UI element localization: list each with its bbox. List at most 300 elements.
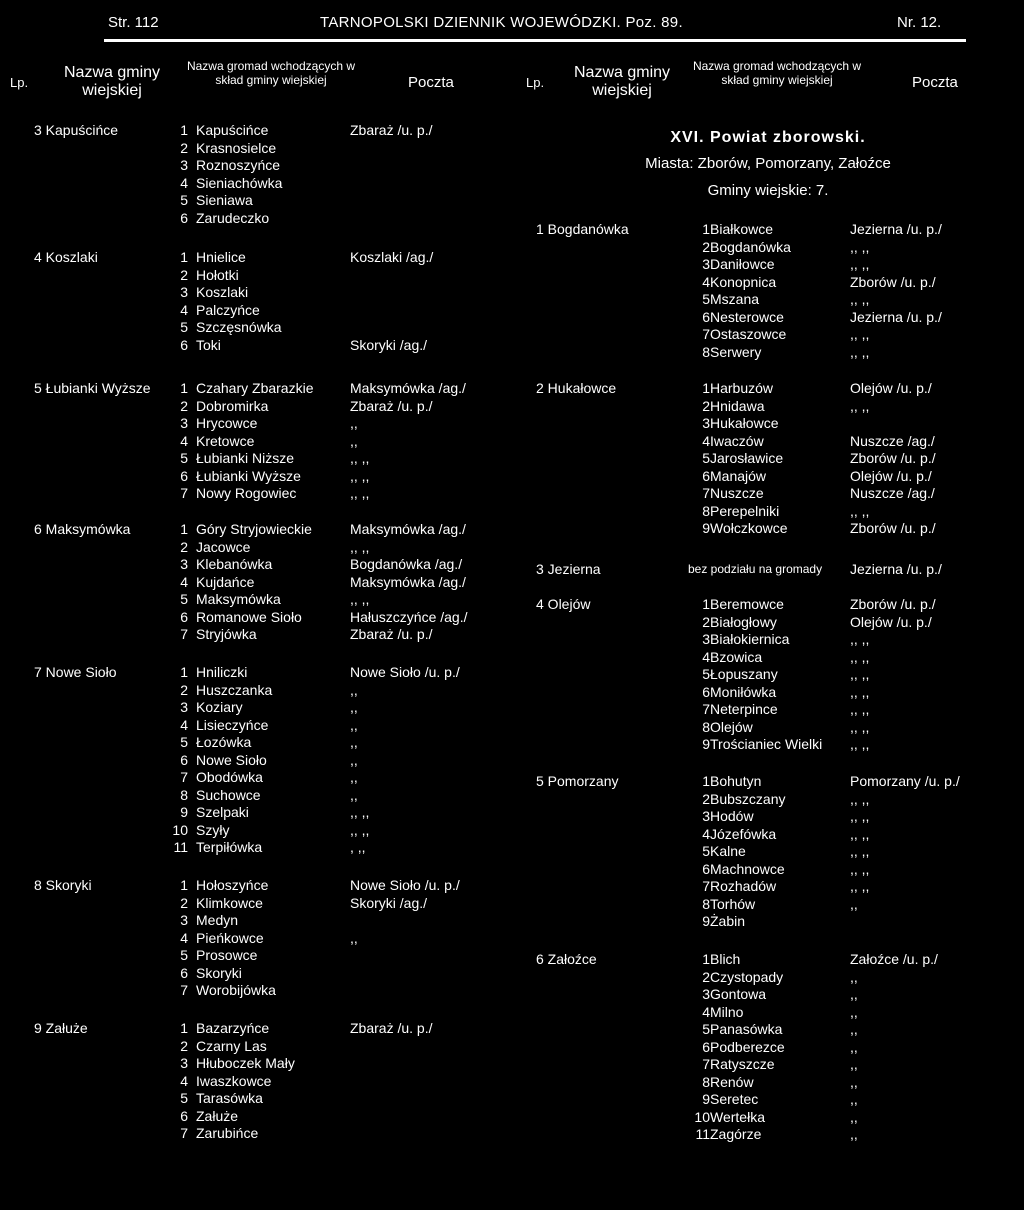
- gromada-number: 7: [702, 1056, 710, 1072]
- gromada-name: Bogdanówka: [710, 238, 791, 255]
- gromada-row: [512, 1056, 1024, 1074]
- gromada-number: 1: [702, 773, 710, 789]
- post-office: ,, ,,: [850, 648, 870, 665]
- gromada-name: Konopnica: [710, 273, 777, 290]
- gromada-row: [512, 485, 1024, 503]
- gromada-row: [0, 804, 512, 822]
- gromada-number: 6: [180, 964, 188, 981]
- post-office: Maksymówka /ag./: [350, 573, 466, 590]
- gromada-number: 7: [702, 878, 710, 894]
- gromada-number: 6: [180, 751, 188, 768]
- gromada-row: [0, 302, 512, 320]
- post-office: Nowe Sioło /u. p./: [350, 877, 460, 893]
- gromada-row: [0, 415, 512, 433]
- gromada-row: [0, 267, 512, 285]
- gromada-name: Nowe Sioło: [196, 751, 267, 768]
- gromada-number: 3: [180, 912, 188, 928]
- gromada-row: [512, 649, 1024, 667]
- post-office: ,, ,,: [850, 860, 870, 877]
- gromada-number: 9: [702, 913, 710, 929]
- gromada-number: 4: [180, 716, 188, 733]
- gromada-row: [512, 861, 1024, 879]
- post-office: ,,: [850, 968, 858, 985]
- post-office: Zbaraż /u. p./: [350, 122, 433, 138]
- gromada-name: Szelpaki: [196, 804, 249, 820]
- post-office: ,,: [350, 786, 358, 803]
- gromada-row: [512, 520, 1024, 538]
- post-office: Jezierna /u. p./: [850, 308, 942, 325]
- post-office: ,, ,,: [850, 701, 870, 717]
- gromada-name: Józefówka: [710, 825, 777, 842]
- gromada-row: [0, 912, 512, 930]
- gromada-row: [512, 1074, 1024, 1092]
- post-office: ,,: [350, 415, 358, 431]
- post-office: Olejów /u. p./: [850, 380, 932, 396]
- gromada-row: [0, 982, 512, 1000]
- gromada-number: 1: [180, 521, 188, 537]
- gromada-number: 4: [702, 432, 710, 449]
- right-column: [512, 0, 1024, 1210]
- post-office: ,,: [350, 699, 358, 715]
- gromada-number: 6: [180, 1107, 188, 1124]
- gromada-row: [0, 192, 512, 210]
- gmina-entry: [0, 249, 512, 354]
- gromada-row: [0, 895, 512, 913]
- gromada-name: Harbuzów: [710, 380, 774, 396]
- gromada-row: [0, 1038, 512, 1056]
- gromada-row: [0, 398, 512, 416]
- gromada-name: Jarosławice: [710, 450, 784, 466]
- gromada-name: Klebanówka: [196, 556, 273, 572]
- gromada-name: Pieńkowce: [196, 929, 264, 946]
- gromada-name: Mszana: [710, 291, 760, 307]
- post-office: ,, ,,: [850, 666, 870, 682]
- gromada-name: Hukałowce: [710, 415, 779, 431]
- gromada-row: [0, 539, 512, 557]
- gromada-row: [512, 309, 1024, 327]
- gromada-row: [512, 631, 1024, 649]
- gromada-name: Hodów: [710, 808, 754, 824]
- gromada-row: [512, 468, 1024, 486]
- gromada-name: Toki: [196, 336, 221, 353]
- gromada-name: Klimkowce: [196, 894, 263, 911]
- gromada-number: 5: [702, 666, 710, 682]
- gromada-name: Koziary: [196, 699, 243, 715]
- post-office: Zbaraż /u. p./: [350, 397, 433, 414]
- post-office: Koszlaki /ag./: [350, 249, 434, 265]
- gromada-name: Załuże: [196, 1107, 239, 1124]
- gromada-name: Białkowce: [710, 221, 774, 237]
- gromada-row: [512, 450, 1024, 468]
- post-office: Maksymówka /ag./: [350, 521, 466, 537]
- gromada-row: [512, 843, 1024, 861]
- gromada-number: 5: [180, 319, 188, 335]
- gromada-row: [512, 951, 1024, 969]
- post-office: ,, ,,: [850, 631, 870, 647]
- gromada-number: 1: [702, 951, 710, 967]
- gromada-name: Skoryki: [196, 964, 242, 981]
- gromada-number: 4: [180, 1072, 188, 1089]
- gromada-number: 10: [694, 1108, 710, 1125]
- gromada-row: [0, 175, 512, 193]
- gromada-name: Gontowa: [710, 986, 767, 1002]
- gromada-row: [512, 326, 1024, 344]
- gromada-number: 8: [702, 502, 710, 519]
- gromada-name: Medyn: [196, 912, 239, 928]
- gromada-row: [512, 773, 1024, 791]
- gromada-row: [0, 1020, 512, 1038]
- post-office: Zborów /u. p./: [850, 596, 936, 612]
- gromada-name: Podberezce: [710, 1038, 785, 1055]
- post-office: ,,: [850, 986, 858, 1002]
- post-office: ,,: [850, 1073, 858, 1090]
- gmina-entry: [0, 664, 512, 857]
- gromada-row: [0, 965, 512, 983]
- post-office: Olejów /u. p./: [850, 613, 932, 630]
- gromada-number: 8: [702, 1073, 710, 1090]
- page-number: Str. 112: [108, 14, 159, 31]
- gromada-number: 2: [180, 681, 188, 698]
- gromada-name: Torhów: [710, 895, 756, 912]
- gromada-number: 9: [702, 520, 710, 536]
- post-office: ,,: [350, 751, 358, 768]
- gmina-entry: [512, 951, 1024, 1144]
- gromada-number: 7: [702, 326, 710, 342]
- gromada-name: Żabin: [710, 913, 746, 929]
- gromada-number: 2: [180, 1037, 188, 1054]
- gromada-row: [512, 1039, 1024, 1057]
- post-office: ,,: [850, 1091, 858, 1107]
- gromada-number: 9: [180, 804, 188, 820]
- col-poczta-right: Poczta: [912, 74, 958, 91]
- gromada-name: Sieniawa: [196, 192, 253, 208]
- post-office: ,,: [350, 734, 358, 750]
- gromada-number: 4: [180, 573, 188, 590]
- gromada-row: [512, 684, 1024, 702]
- gromada-row: [0, 699, 512, 717]
- gromada-row: [0, 1125, 512, 1143]
- gromada-number: 3: [180, 1055, 188, 1071]
- gromada-row: [512, 503, 1024, 521]
- post-office: Hałuszczyńce /ag./: [350, 608, 468, 625]
- gromada-number: 8: [702, 895, 710, 912]
- gromada-number: 4: [702, 273, 710, 290]
- gromada-number: 3: [702, 256, 710, 272]
- gromada-row: [0, 521, 512, 539]
- gromada-number: 7: [180, 485, 188, 501]
- gromada-number: 4: [702, 1003, 710, 1020]
- gromada-name: Trościaniec Wielki: [710, 736, 823, 752]
- post-office: ,,: [850, 1038, 858, 1055]
- gromada-name: Dobromirka: [196, 397, 269, 414]
- post-office: Bogdanówka /ag./: [350, 556, 463, 572]
- gromada-name: Hołoszyńce: [196, 877, 269, 893]
- gromada-row: [512, 1004, 1024, 1022]
- post-office: ,, ,,: [350, 591, 370, 607]
- post-office: Olejów /u. p./: [850, 467, 932, 484]
- gromada-name: Roznoszyńce: [196, 157, 281, 173]
- gromada-row: [512, 826, 1024, 844]
- gromada-number: 9: [702, 736, 710, 752]
- post-office: ,, ,,: [850, 256, 870, 272]
- gromada-name: Ostaszowce: [710, 326, 787, 342]
- gromada-row: [0, 734, 512, 752]
- post-office: ,,: [850, 1108, 858, 1125]
- gromada-number: 1: [180, 664, 188, 680]
- gromada-number: 3: [702, 631, 710, 647]
- gromada-number: 1: [180, 380, 188, 396]
- gmina-name: 5 Pomorzany: [536, 773, 619, 789]
- gromada-name: Moniłówka: [710, 683, 777, 700]
- gromada-number: 8: [702, 718, 710, 735]
- gromada-row: [0, 1073, 512, 1091]
- post-office: ,, ,,: [850, 343, 870, 360]
- gromada-number: 2: [180, 538, 188, 555]
- table-header-right: [512, 58, 1024, 108]
- gromada-row: [512, 808, 1024, 826]
- gromada-name: Hrycowce: [196, 415, 258, 431]
- gromada-row: [512, 736, 1024, 754]
- gromada-name: Maksymówka: [196, 591, 281, 607]
- gromada-row: [512, 1021, 1024, 1039]
- post-office: ,, ,,: [850, 878, 870, 894]
- post-office: ,, ,,: [850, 683, 870, 700]
- gromada-name: Tarasówka: [196, 1090, 263, 1106]
- gromada-number: 6: [702, 467, 710, 484]
- gromada-row: [0, 485, 512, 503]
- col-gromady-right: Nazwa gromad wchodzących w skład gminy wiejskiej: [692, 59, 862, 87]
- col-poczta: Poczta: [408, 74, 454, 91]
- gromada-number: 3: [702, 415, 710, 431]
- gromada-row: [512, 878, 1024, 896]
- gromada-name: Rozhadów: [710, 878, 777, 894]
- gromada-name: Serwery: [710, 343, 762, 360]
- gromada-row: [0, 319, 512, 337]
- gromada-row: [0, 1090, 512, 1108]
- post-office: ,, ,,: [850, 718, 870, 735]
- gromada-name: Panasówka: [710, 1021, 783, 1037]
- gromada-number: 8: [702, 343, 710, 360]
- gromada-number: 5: [702, 291, 710, 307]
- gromada-row: [0, 450, 512, 468]
- gromada-row: [512, 291, 1024, 309]
- gromada-number: 2: [702, 968, 710, 985]
- gromada-row: [512, 596, 1024, 614]
- table-header: [0, 58, 512, 108]
- post-office: ,,: [850, 1056, 858, 1072]
- gromada-number: 4: [702, 648, 710, 665]
- gromada-row: [512, 1091, 1024, 1109]
- gromada-name: Zarubińce: [196, 1125, 259, 1141]
- gromada-number: 2: [180, 139, 188, 156]
- gromada-row: [512, 380, 1024, 398]
- gromada-name: Palczyńce: [196, 301, 260, 318]
- gromada-name: Krasnosielce: [196, 139, 277, 156]
- gmina-name: 2 Hukałowce: [536, 380, 617, 396]
- gromada-row: [0, 664, 512, 682]
- gromada-number: 1: [180, 249, 188, 265]
- post-office: ,,: [350, 929, 358, 946]
- col-gmina: Nazwa gminy wiejskiej: [63, 64, 161, 99]
- gromada-name: Lisieczyńce: [196, 716, 269, 733]
- gromada-number: 7: [180, 626, 188, 642]
- gromada-name: Bubszczany: [710, 790, 786, 807]
- post-office: ,, ,,: [850, 825, 870, 842]
- post-office: Jezierna /u. p./: [850, 221, 942, 237]
- gromada-number: 2: [702, 238, 710, 255]
- post-office: Nuszcze /ag./: [850, 432, 935, 449]
- gromada-name: Iwaszkowce: [196, 1072, 272, 1089]
- gromada-row: [0, 284, 512, 302]
- post-office: ,,: [850, 895, 858, 912]
- gromada-row: [0, 433, 512, 451]
- gromada-number: 4: [180, 432, 188, 449]
- gromada-name: Zarudeczko: [196, 209, 270, 226]
- gromada-name: Kretowce: [196, 432, 255, 449]
- gromada-row: [0, 930, 512, 948]
- post-office: ,, ,,: [350, 450, 370, 466]
- gromada-number: 6: [702, 308, 710, 325]
- post-office: Zborów /u. p./: [850, 273, 936, 290]
- gmina-entry: [0, 380, 512, 503]
- gromada-name: Hnidawa: [710, 397, 765, 414]
- gromada-row: [0, 717, 512, 735]
- gromada-row: [512, 666, 1024, 684]
- gromada-number: 6: [180, 467, 188, 484]
- post-office: Skoryki /ag./: [350, 336, 428, 353]
- gromada-row: [0, 249, 512, 267]
- gromada-name: Olejów: [710, 718, 753, 735]
- gromada-row: [512, 1126, 1024, 1144]
- gromada-name: Czarny Las: [196, 1037, 267, 1054]
- gromada-row: [0, 947, 512, 965]
- post-office: ,, ,,: [350, 821, 370, 838]
- gromada-row: [512, 1109, 1024, 1127]
- gromada-row: [512, 221, 1024, 239]
- post-office: Jezierna /u. p./: [850, 561, 942, 577]
- post-office: ,, ,,: [350, 467, 370, 484]
- gromada-number: 2: [702, 790, 710, 807]
- post-office: ,, ,,: [850, 736, 870, 752]
- gromada-row: [512, 561, 1024, 579]
- post-office: ,,: [850, 1021, 858, 1037]
- gmina-entry: [512, 561, 1024, 579]
- gmina-entry: [512, 596, 1024, 754]
- gromada-name: Sieniachówka: [196, 174, 283, 191]
- gromada-number: 6: [180, 608, 188, 625]
- gromada-row: [0, 337, 512, 355]
- gromada-number: 2: [702, 397, 710, 414]
- gromada-name: Machnowce: [710, 860, 785, 877]
- gromada-name: Hniliczki: [196, 664, 248, 680]
- gromada-number: 1: [180, 1020, 188, 1036]
- gromada-name: Iwaczów: [710, 432, 764, 449]
- post-office: Maksymówka /ag./: [350, 380, 466, 396]
- gmina-name: 1 Bogdanówka: [536, 221, 629, 237]
- gromada-row: [0, 877, 512, 895]
- gromada-number: 11: [173, 839, 188, 855]
- post-office: Pomorzany /u. p./: [850, 773, 960, 789]
- gromada-number: 6: [702, 1038, 710, 1055]
- gromada-row: [512, 913, 1024, 931]
- gromada-name: Nuszcze: [710, 485, 764, 501]
- gromada-row: [512, 986, 1024, 1004]
- gmina-entry: [512, 221, 1024, 361]
- post-office: Skoryki /ag./: [350, 894, 428, 911]
- post-office: ,, ,,: [850, 502, 870, 519]
- gromada-number: 7: [180, 1125, 188, 1141]
- post-office: ,, ,,: [850, 790, 870, 807]
- gromada-number: 6: [180, 336, 188, 353]
- gromada-number: 1: [702, 380, 710, 396]
- gromada-row: [512, 614, 1024, 632]
- gromada-number: 7: [702, 701, 710, 717]
- post-office: Nuszcze /ag./: [850, 485, 935, 501]
- gromada-name: Terpiłówka: [196, 839, 263, 855]
- gromada-number: 7: [702, 485, 710, 501]
- gromada-number: 7: [180, 769, 188, 785]
- gromada-number: 4: [180, 301, 188, 318]
- gmina-entry: [0, 877, 512, 1000]
- gromada-row: [0, 609, 512, 627]
- gromada-row: [512, 274, 1024, 292]
- gmina-entry: [512, 380, 1024, 538]
- gromada-number: 6: [702, 860, 710, 877]
- gromada-name: Łubianki Niższe: [196, 450, 295, 466]
- post-office: Zbaraż /u. p./: [350, 626, 433, 642]
- post-office: , ,,: [350, 839, 366, 855]
- gromada-row: [0, 682, 512, 700]
- gromada-row: [0, 839, 512, 857]
- gromada-number: 6: [180, 209, 188, 226]
- gmina-name: 4 Koszlaki: [34, 249, 98, 265]
- post-office: ,,: [350, 769, 358, 785]
- post-office: ,,: [350, 432, 358, 449]
- gromada-number: 3: [180, 284, 188, 300]
- gromada-name: Wołczkowce: [710, 520, 788, 536]
- gromada-row: [0, 157, 512, 175]
- gromada-name: Renów: [710, 1073, 754, 1090]
- gromada-name: Nesterowce: [710, 308, 784, 325]
- gmina-entry: [512, 773, 1024, 931]
- gromada-number: 3: [702, 986, 710, 1002]
- post-office: ,, ,,: [850, 397, 870, 414]
- gromada-number: 2: [702, 613, 710, 630]
- gromada-name: Białokiernica: [710, 631, 790, 647]
- gromada-number: 3: [180, 699, 188, 715]
- post-office: ,, ,,: [850, 808, 870, 824]
- post-office: ,,: [350, 681, 358, 698]
- gromada-number: 3: [180, 157, 188, 173]
- gmina-name: 3 Jezierna: [536, 561, 601, 577]
- post-office: Zborów /u. p./: [850, 520, 936, 536]
- gromada-name: Nowy Rogowiec: [196, 485, 297, 501]
- gromada-name: Manajów: [710, 467, 767, 484]
- gromada-row: [512, 239, 1024, 257]
- gromada-number: 3: [180, 415, 188, 431]
- gromada-row: [512, 969, 1024, 987]
- gromada-number: 5: [180, 947, 188, 963]
- gmina-entry: [0, 122, 512, 227]
- gromada-number: 6: [702, 683, 710, 700]
- gromada-name: Bohutyn: [710, 773, 762, 789]
- post-office: Załoźce /u. p./: [850, 951, 938, 967]
- gromada-name: Daniłowce: [710, 256, 775, 272]
- section-communes-count: Gminy wiejskie: 7.: [707, 182, 829, 199]
- gmina-name: 5 Łubianki Wyższe: [34, 380, 151, 396]
- gromada-row: [0, 210, 512, 228]
- issue-number: Nr. 12.: [897, 14, 942, 31]
